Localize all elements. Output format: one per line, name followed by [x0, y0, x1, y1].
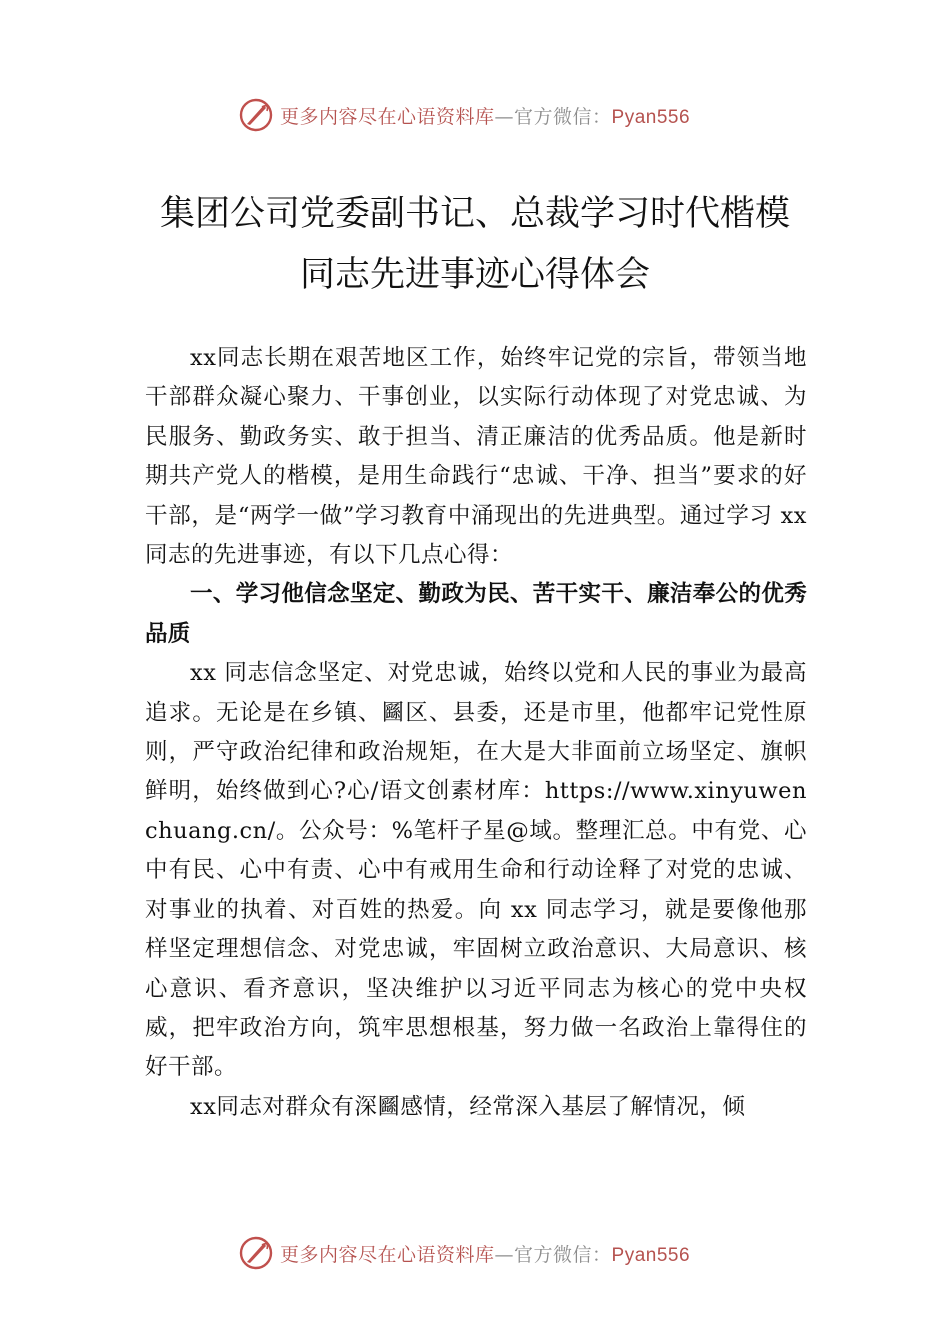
quill-logo-icon — [238, 1235, 274, 1271]
body-paragraph: xx同志长期在艰苦地区工作，始终牢记党的宗旨，带领当地干部群众凝心聚力、干事创业，以实际行动体现了对党忠诚、为民服务、勤政务实、敢于担当、清正廉洁的优秀品质。他是新时期共产党人的楷模，是用生命践行“忠诚、干净、担当”要求的好干部，是“两学一做”学习教育中涌现出的先进典型。通过学习 xx同志的先进事迹，有以下几点心得： — [145, 345, 807, 569]
document-body — [145, 339, 807, 1127]
banner-brand: 更多内容尽在心语资料库 — [280, 1243, 495, 1266]
banner-wechat-label: 官方微信： — [514, 1243, 612, 1266]
banner-brand: 更多内容尽在心语资料库 — [280, 105, 495, 128]
banner-wechat-label: 官方微信： — [514, 105, 612, 128]
header-watermark-banner — [238, 95, 690, 135]
banner-wechat-id: Pyan556 — [611, 1244, 691, 1266]
document-title-line-1: 集团公司党委副书记、总裁学习时代楷模 — [159, 194, 790, 234]
body-paragraph: xx 同志信念坚定、对党忠诚，始终以党和人民的事业为最高追求。无论是在乡镇、㘥区、县委，还是市里，他都牢记党性原则，严守政治纪律和政治规矩，在大是大非面前立场坚定、旗帜鲜明，始终做到心?心/语文创素材库：https://www.xinyuwenchuang.cn/。公众号：%笔杆子星@域。整理汇总。中有党、心中有民、心中有责、心中有戒用生命和行动诠释了对党的忠诚、对事业的执着、对百姓的热爱。向 xx 同志学习，就是要像他那样坚定理想信念、对党忠诚，牢固树立政治意识、大局意识、核心意识、看齐意识，坚决维护以习近平同志为核心的党中央权威，把牢政治方向，筑牢思想根基，努力做一名政治上靠得住的好干部。 — [145, 660, 807, 1081]
document-title-line-2: 同志先进事迹心得体会 — [299, 255, 650, 295]
banner-dash: — — [494, 105, 515, 128]
section-heading: 一、学习他信念坚定、勤政为民、苦干实干、廉洁奉公的优秀品质 — [145, 581, 807, 647]
quill-logo-icon — [238, 97, 274, 133]
banner-dash: — — [494, 1243, 515, 1266]
footer-watermark-banner — [238, 1233, 690, 1273]
banner-text — [280, 1240, 690, 1267]
banner-text — [280, 102, 690, 129]
banner-wechat-id: Pyan556 — [611, 106, 691, 128]
body-paragraph: xx同志对群众有深㘥感情，经常深入基层了解情况，倾 — [190, 1093, 746, 1120]
